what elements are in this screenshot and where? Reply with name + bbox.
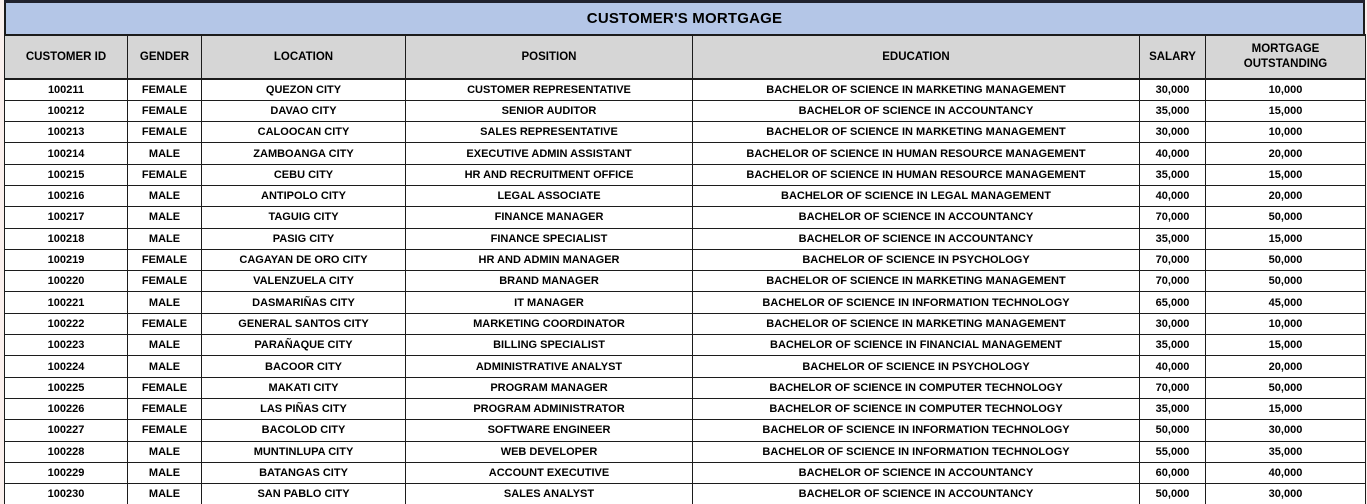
column-header-location[interactable]: LOCATION (202, 35, 406, 79)
cell-location[interactable]: ANTIPOLO CITY (202, 185, 406, 206)
cell-position[interactable]: HR AND RECRUITMENT OFFICE (406, 164, 693, 185)
cell-location[interactable]: DAVAO CITY (202, 100, 406, 121)
cell-gender[interactable]: FEMALE (128, 249, 202, 270)
spreadsheet-region (4, 0, 1365, 504)
cell-salary[interactable]: 60,000 (1140, 462, 1206, 483)
table-row (5, 249, 1366, 270)
table-row (5, 164, 1366, 185)
cell-gender[interactable]: MALE (128, 335, 202, 356)
cell-salary[interactable]: 70,000 (1140, 249, 1206, 270)
table-row (5, 292, 1366, 313)
cell-mortgage-outstanding[interactable]: 50,000 (1206, 207, 1366, 228)
cell-location[interactable]: LAS PIÑAS CITY (202, 398, 406, 419)
cell-education[interactable]: BACHELOR OF SCIENCE IN INFORMATION TECHNOLOGY (693, 441, 1140, 462)
cell-salary[interactable]: 35,000 (1140, 335, 1206, 356)
cell-position[interactable]: IT MANAGER (406, 292, 693, 313)
column-header-mortgage-outstanding[interactable]: MORTGAGE OUTSTANDING (1206, 35, 1366, 79)
cell-gender[interactable]: MALE (128, 185, 202, 206)
table-row (5, 335, 1366, 356)
cell-salary[interactable]: 40,000 (1140, 143, 1206, 164)
cell-salary[interactable]: 70,000 (1140, 271, 1206, 292)
cell-location[interactable]: BATANGAS CITY (202, 462, 406, 483)
cell-education[interactable]: BACHELOR OF SCIENCE IN INFORMATION TECHNOLOGY (693, 292, 1140, 313)
cell-customer-id[interactable]: 100212 (5, 100, 128, 121)
cell-position[interactable]: SALES REPRESENTATIVE (406, 122, 693, 143)
cell-education[interactable]: BACHELOR OF SCIENCE IN MARKETING MANAGEMENT (693, 122, 1140, 143)
cell-position[interactable]: WEB DEVELOPER (406, 441, 693, 462)
cell-location[interactable]: SAN PABLO CITY (202, 484, 406, 504)
cell-position[interactable]: BRAND MANAGER (406, 271, 693, 292)
column-header-customer-id[interactable]: CUSTOMER ID (5, 35, 128, 79)
cell-salary[interactable]: 70,000 (1140, 207, 1206, 228)
table-row (5, 228, 1366, 249)
cell-education[interactable]: BACHELOR OF SCIENCE IN INFORMATION TECHNOLOGY (693, 420, 1140, 441)
cell-customer-id[interactable]: 100213 (5, 122, 128, 143)
cell-location[interactable]: DASMARIÑAS CITY (202, 292, 406, 313)
table-title-cell[interactable] (4, 3, 1365, 34)
cell-position[interactable]: ACCOUNT EXECUTIVE (406, 462, 693, 483)
cell-gender[interactable]: FEMALE (128, 100, 202, 121)
column-header-gender[interactable]: GENDER (128, 35, 202, 79)
cell-gender[interactable]: MALE (128, 292, 202, 313)
cell-gender[interactable]: FEMALE (128, 164, 202, 185)
cell-mortgage-outstanding[interactable]: 30,000 (1206, 420, 1366, 441)
cell-mortgage-outstanding[interactable]: 10,000 (1206, 313, 1366, 334)
cell-education[interactable]: BACHELOR OF SCIENCE IN MARKETING MANAGEMENT (693, 313, 1140, 334)
table-row (5, 79, 1366, 100)
cell-position[interactable]: PROGRAM MANAGER (406, 377, 693, 398)
cell-location[interactable]: PARAÑAQUE CITY (202, 335, 406, 356)
cell-position[interactable]: EXECUTIVE ADMIN ASSISTANT (406, 143, 693, 164)
mortgage-table (4, 34, 1366, 504)
cell-education[interactable]: BACHELOR OF SCIENCE IN ACCOUNTANCY (693, 228, 1140, 249)
cell-position[interactable]: CUSTOMER REPRESENTATIVE (406, 79, 693, 100)
cell-mortgage-outstanding[interactable]: 50,000 (1206, 249, 1366, 270)
cell-salary[interactable]: 50,000 (1140, 420, 1206, 441)
cell-education[interactable]: BACHELOR OF SCIENCE IN MARKETING MANAGEMENT (693, 271, 1140, 292)
table-row (5, 462, 1366, 483)
cell-customer-id[interactable]: 100224 (5, 356, 128, 377)
cell-salary[interactable]: 30,000 (1140, 122, 1206, 143)
cell-gender[interactable]: FEMALE (128, 313, 202, 334)
cell-salary[interactable]: 35,000 (1140, 228, 1206, 249)
cell-salary[interactable]: 30,000 (1140, 313, 1206, 334)
table-header-row (5, 35, 1366, 79)
cell-position[interactable]: ADMINISTRATIVE ANALYST (406, 356, 693, 377)
cell-mortgage-outstanding[interactable]: 15,000 (1206, 228, 1366, 249)
cell-position[interactable]: SALES ANALYST (406, 484, 693, 504)
cell-mortgage-outstanding[interactable]: 45,000 (1206, 292, 1366, 313)
cell-customer-id[interactable]: 100230 (5, 484, 128, 504)
cell-gender[interactable]: FEMALE (128, 122, 202, 143)
cell-education[interactable]: BACHELOR OF SCIENCE IN HUMAN RESOURCE MANAGEMENT (693, 164, 1140, 185)
column-header-salary[interactable]: SALARY (1140, 35, 1206, 79)
table-row (5, 377, 1366, 398)
cell-mortgage-outstanding[interactable]: 50,000 (1206, 377, 1366, 398)
cell-location[interactable]: VALENZUELA CITY (202, 271, 406, 292)
cell-gender[interactable]: MALE (128, 356, 202, 377)
cell-customer-id[interactable]: 100214 (5, 143, 128, 164)
cell-customer-id[interactable]: 100229 (5, 462, 128, 483)
cell-location[interactable]: GENERAL SANTOS CITY (202, 313, 406, 334)
cell-education[interactable]: BACHELOR OF SCIENCE IN COMPUTER TECHNOLOGY (693, 398, 1140, 419)
cell-salary[interactable]: 35,000 (1140, 164, 1206, 185)
cell-gender[interactable]: FEMALE (128, 79, 202, 100)
cell-position[interactable]: LEGAL ASSOCIATE (406, 185, 693, 206)
cell-customer-id[interactable]: 100215 (5, 164, 128, 185)
column-header-education[interactable]: EDUCATION (693, 35, 1140, 79)
cell-gender[interactable]: MALE (128, 462, 202, 483)
cell-location[interactable]: CALOOCAN CITY (202, 122, 406, 143)
table-row (5, 100, 1366, 121)
cell-gender[interactable]: MALE (128, 207, 202, 228)
cell-mortgage-outstanding[interactable]: 30,000 (1206, 484, 1366, 504)
column-header-position[interactable]: POSITION (406, 35, 693, 79)
cell-position[interactable]: HR AND ADMIN MANAGER (406, 249, 693, 270)
cell-location[interactable]: MUNTINLUPA CITY (202, 441, 406, 462)
cell-salary[interactable]: 30,000 (1140, 79, 1206, 100)
cell-gender[interactable]: FEMALE (128, 420, 202, 441)
cell-position[interactable]: MARKETING COORDINATOR (406, 313, 693, 334)
cell-mortgage-outstanding[interactable]: 40,000 (1206, 462, 1366, 483)
cell-position[interactable]: SOFTWARE ENGINEER (406, 420, 693, 441)
table-row (5, 484, 1366, 504)
cell-customer-id[interactable]: 100227 (5, 420, 128, 441)
cell-salary[interactable]: 40,000 (1140, 185, 1206, 206)
cell-education[interactable]: BACHELOR OF SCIENCE IN HUMAN RESOURCE MANAGEMENT (693, 143, 1140, 164)
cell-salary[interactable]: 35,000 (1140, 398, 1206, 419)
cell-mortgage-outstanding[interactable]: 10,000 (1206, 79, 1366, 100)
cell-location[interactable]: CAGAYAN DE ORO CITY (202, 249, 406, 270)
cell-customer-id[interactable]: 100228 (5, 441, 128, 462)
cell-position[interactable]: FINANCE MANAGER (406, 207, 693, 228)
cell-gender[interactable]: MALE (128, 484, 202, 504)
cell-salary[interactable]: 35,000 (1140, 100, 1206, 121)
cell-mortgage-outstanding[interactable]: 15,000 (1206, 335, 1366, 356)
cell-location[interactable]: PASIG CITY (202, 228, 406, 249)
cell-salary[interactable]: 40,000 (1140, 356, 1206, 377)
cell-mortgage-outstanding[interactable]: 15,000 (1206, 164, 1366, 185)
cell-salary[interactable]: 65,000 (1140, 292, 1206, 313)
cell-mortgage-outstanding[interactable]: 20,000 (1206, 143, 1366, 164)
cell-customer-id[interactable]: 100218 (5, 228, 128, 249)
cell-salary[interactable]: 55,000 (1140, 441, 1206, 462)
cell-salary[interactable]: 70,000 (1140, 377, 1206, 398)
cell-customer-id[interactable]: 100219 (5, 249, 128, 270)
cell-customer-id[interactable]: 100226 (5, 398, 128, 419)
table-row (5, 313, 1366, 334)
cell-position[interactable]: BILLING SPECIALIST (406, 335, 693, 356)
cell-education[interactable]: BACHELOR OF SCIENCE IN FINANCIAL MANAGEMENT (693, 335, 1140, 356)
cell-education[interactable]: BACHELOR OF SCIENCE IN PSYCHOLOGY (693, 249, 1140, 270)
table-title: CUSTOMER'S MORTGAGE (586, 10, 783, 27)
cell-mortgage-outstanding[interactable]: 15,000 (1206, 100, 1366, 121)
cell-location[interactable]: TAGUIG CITY (202, 207, 406, 228)
cell-education[interactable]: BACHELOR OF SCIENCE IN ACCOUNTANCY (693, 484, 1140, 504)
cell-gender[interactable]: FEMALE (128, 398, 202, 419)
cell-location[interactable]: ZAMBOANGA CITY (202, 143, 406, 164)
cell-mortgage-outstanding[interactable]: 20,000 (1206, 356, 1366, 377)
cell-mortgage-outstanding[interactable]: 50,000 (1206, 271, 1366, 292)
cell-customer-id[interactable]: 100221 (5, 292, 128, 313)
table-row (5, 398, 1366, 419)
cell-location[interactable]: CEBU CITY (202, 164, 406, 185)
cell-education[interactable]: BACHELOR OF SCIENCE IN ACCOUNTANCY (693, 207, 1140, 228)
table-row (5, 356, 1366, 377)
cell-mortgage-outstanding[interactable]: 15,000 (1206, 398, 1366, 419)
cell-customer-id[interactable]: 100222 (5, 313, 128, 334)
cell-mortgage-outstanding[interactable]: 10,000 (1206, 122, 1366, 143)
table-row (5, 185, 1366, 206)
cell-education[interactable]: BACHELOR OF SCIENCE IN COMPUTER TECHNOLOGY (693, 377, 1140, 398)
cell-position[interactable]: FINANCE SPECIALIST (406, 228, 693, 249)
cell-education[interactable]: BACHELOR OF SCIENCE IN ACCOUNTANCY (693, 100, 1140, 121)
cell-customer-id[interactable]: 100211 (5, 79, 128, 100)
cell-gender[interactable]: FEMALE (128, 271, 202, 292)
table-row (5, 143, 1366, 164)
table-row (5, 420, 1366, 441)
table-row (5, 122, 1366, 143)
cell-location[interactable]: BACOOR CITY (202, 356, 406, 377)
table-body (5, 79, 1366, 504)
cell-customer-id[interactable]: 100225 (5, 377, 128, 398)
cell-gender[interactable]: FEMALE (128, 377, 202, 398)
cell-customer-id[interactable]: 100217 (5, 207, 128, 228)
cell-customer-id[interactable]: 100220 (5, 271, 128, 292)
cell-mortgage-outstanding[interactable]: 20,000 (1206, 185, 1366, 206)
cell-mortgage-outstanding[interactable]: 35,000 (1206, 441, 1366, 462)
cell-location[interactable]: MAKATI CITY (202, 377, 406, 398)
cell-salary[interactable]: 50,000 (1140, 484, 1206, 504)
cell-gender[interactable]: MALE (128, 143, 202, 164)
table-row (5, 271, 1366, 292)
cell-position[interactable]: SENIOR AUDITOR (406, 100, 693, 121)
cell-customer-id[interactable]: 100216 (5, 185, 128, 206)
cell-education[interactable]: BACHELOR OF SCIENCE IN ACCOUNTANCY (693, 462, 1140, 483)
cell-customer-id[interactable]: 100223 (5, 335, 128, 356)
cell-position[interactable]: PROGRAM ADMINISTRATOR (406, 398, 693, 419)
cell-education[interactable]: BACHELOR OF SCIENCE IN MARKETING MANAGEMENT (693, 79, 1140, 100)
cell-location[interactable]: BACOLOD CITY (202, 420, 406, 441)
cell-education[interactable]: BACHELOR OF SCIENCE IN PSYCHOLOGY (693, 356, 1140, 377)
cell-gender[interactable]: MALE (128, 228, 202, 249)
cell-location[interactable]: QUEZON CITY (202, 79, 406, 100)
cell-gender[interactable]: MALE (128, 441, 202, 462)
cell-education[interactable]: BACHELOR OF SCIENCE IN LEGAL MANAGEMENT (693, 185, 1140, 206)
table-row (5, 207, 1366, 228)
table-row (5, 441, 1366, 462)
